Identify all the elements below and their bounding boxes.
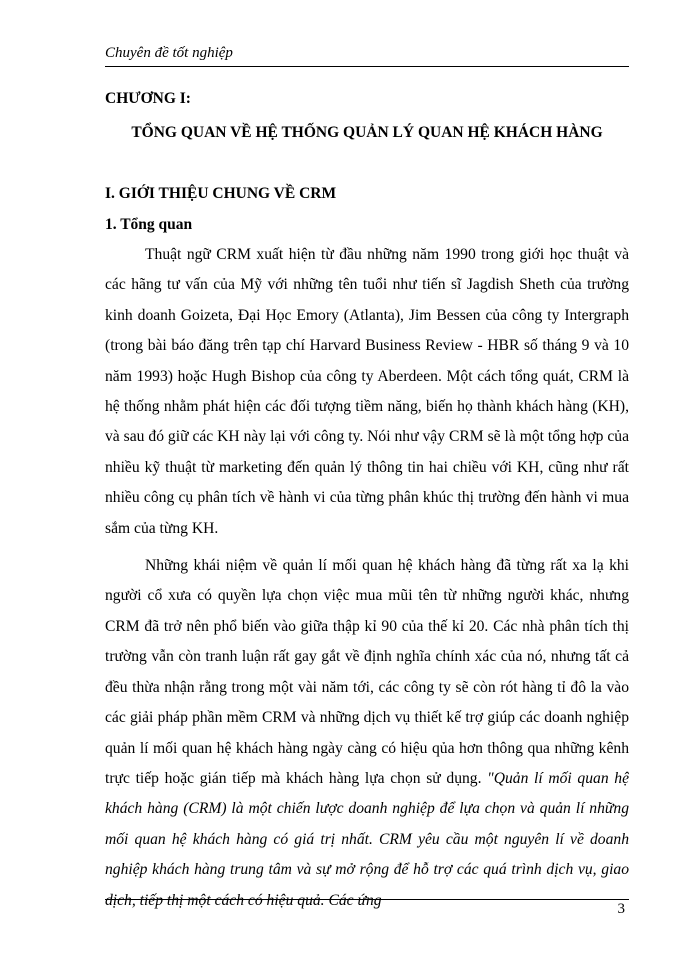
header-divider — [105, 66, 629, 67]
running-header: Chuyên đề tốt nghiệp — [105, 45, 233, 61]
quoted-definition: "Quản lí mối quan hệ khách hàng (CRM) là một chiến lược doanh nghiệp để lựa chọn và quản lí những mối quan hệ khách hàng có giá trị nhất. CRM yêu cầu một nguyên lí về doanh nghiệp khách hàng trung tâm và sự mở rộng để hỗ trợ các quá trình dịch vụ, giao dịch, tiếp thị một cách có hiệu quả. Các ứng — [105, 769, 629, 909]
paragraph: Thuật ngữ CRM xuất hiện từ đầu những năm 1990 trong giới học thuật và các hãng tư vấn của Mỹ với những tên tuổi như tiến sĩ Jagdish Sheth của trường kinh doanh Goizeta, Đại Học Emory (Atlanta), Jim Bessen của công ty Intergraph (trong bài báo đăng trên tạp chí Harvard Business Review - HBR số tháng 9 và 10 năm 1993) hoặc Hugh Bishop của công ty Aberdeen. Một cách tổng quát, CRM là hệ thống nhằm phát hiện các đối tượng tiềm năng, biến họ thành khách hàng (KH), và sau đó giữ các KH này lại với công ty. Nói như vậy CRM sẽ là một tổng hợp của nhiều kỹ thuật từ marketing đến quản lý thông tin hai chiều với KH, cũng như rất nhiều công cụ phân tích về hành vi của từng phân khúc thị trường đến hành vi mua sắm của từng KH. — [105, 246, 629, 537]
page-number: 3 — [617, 901, 625, 917]
section-heading: I. GIỚI THIỆU CHUNG VỀ CRM — [105, 185, 337, 202]
paragraph — [105, 551, 629, 916]
page-body — [105, 90, 629, 916]
footer-divider — [105, 899, 629, 900]
paragraph-text: Những khái niệm về quản lí mối quan hệ khách hàng đã từng rất xa lạ khi người cổ xưa có quyền lựa chọn việc mua mũi tên từ những người khác, nhưng CRM đã trở nên phổ biến vào giữa thập kỉ 90 của thế kỉ 20. Các nhà phân tích thị trường vẫn còn tranh luận rất gay gắt về định nghĩa chính xác của nó, nhưng tất cả đều thừa nhận rằng trong một vài năm tới, các công ty sẽ còn rót hàng tỉ đô la vào các giải pháp phần mềm CRM và những dịch vụ thiết kế trợ giúp các doanh nghiệp quản lí mối quan hệ khách hàng ngày càng có hiệu qủa hơn thông qua những kênh trực tiếp hoặc gián tiếp mà khách hàng lựa chọn sử dụng. — [105, 557, 629, 787]
subsection-heading: 1. Tổng quan — [105, 216, 193, 233]
chapter-label: CHƯƠNG I: — [105, 90, 191, 107]
chapter-title: TỔNG QUAN VỀ HỆ THỐNG QUẢN LÝ QUAN HỆ KHÁCH HÀNG — [131, 124, 603, 141]
